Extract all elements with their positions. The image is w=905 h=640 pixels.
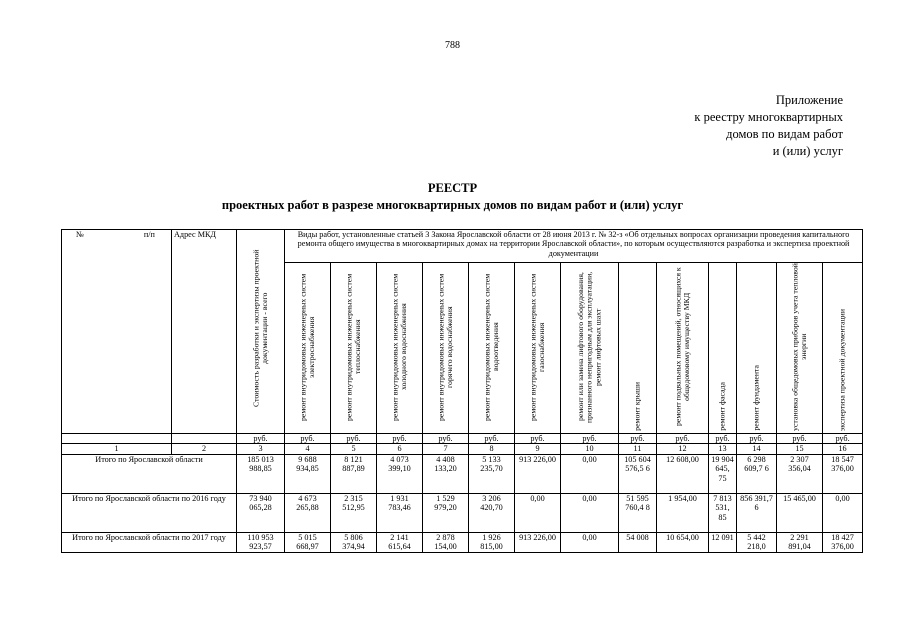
col-number: 5 <box>331 444 377 454</box>
header-work-type: ремонт внутридомовых инженерных систем водоотведения <box>469 263 515 434</box>
table-cell: 913 226,00 <box>515 454 561 493</box>
header-work-type: ремонт фундамента <box>737 263 777 434</box>
col-number: 9 <box>515 444 561 454</box>
unit-cell: руб. <box>709 434 737 444</box>
unit-cell: руб. <box>823 434 863 444</box>
table-cell: 1 529 979,20 <box>423 493 469 532</box>
header-work-type: ремонт внутридомовых инженерных систем газоснабжения <box>515 263 561 434</box>
table-cell: 2 291 891,04 <box>777 532 823 552</box>
table-cell: 5 442 218,0 <box>737 532 777 552</box>
table-cell: 51 595 760,4 8 <box>619 493 657 532</box>
col-number: 7 <box>423 444 469 454</box>
table-cell: 54 008 <box>619 532 657 552</box>
col-number: 12 <box>657 444 709 454</box>
table-row <box>62 493 863 532</box>
col-number: 4 <box>285 444 331 454</box>
table-cell: 6 298 609,7 6 <box>737 454 777 493</box>
header-work-type: ремонт внутридомовых инженерных систем теплоснабжения <box>331 263 377 434</box>
col-number: 1 <box>62 444 172 454</box>
unit-cell: руб. <box>777 434 823 444</box>
table-cell: 4 073 399,10 <box>377 454 423 493</box>
title-line: РЕЕСТР <box>427 181 478 195</box>
table-cell: 0,00 <box>823 493 863 532</box>
table-cell: 2 878 154,00 <box>423 532 469 552</box>
unit-cell: руб. <box>237 434 285 444</box>
col-number: 14 <box>737 444 777 454</box>
table-cell: 18 427 376,00 <box>823 532 863 552</box>
appendix-line: домов по видам работ <box>726 127 843 141</box>
header-address: Адрес МКД <box>172 230 237 434</box>
row-label: Итого по Ярославской области <box>62 454 237 493</box>
unit-cell: руб. <box>377 434 423 444</box>
unit-cell: руб. <box>657 434 709 444</box>
table-cell: 105 604 576,5 6 <box>619 454 657 493</box>
header-work-type: ремонт или замена лифтового оборудования, признанного непригодным для эксплуатации, ремонт лифтовых шахт <box>561 263 619 434</box>
header-work-type: ремонт внутридомовых инженерных систем холодного водоснабжения <box>377 263 423 434</box>
col-number: 11 <box>619 444 657 454</box>
unit-cell: руб. <box>737 434 777 444</box>
table-cell: 2 315 512,95 <box>331 493 377 532</box>
table-cell: 12 091 <box>709 532 737 552</box>
col-number: 15 <box>777 444 823 454</box>
table-row <box>62 454 863 493</box>
table-cell: 913 226,00 <box>515 532 561 552</box>
header-work-type: ремонт внутридомовых инженерных систем горячего водоснабжения <box>423 263 469 434</box>
header-work-type: ремонт внутридомовых инженерных систем электроснабжения <box>285 263 331 434</box>
header-no: № п/п <box>62 230 172 434</box>
table-cell: 185 013 988,85 <box>237 454 285 493</box>
col-number: 2 <box>172 444 237 454</box>
table-cell: 856 391,7 6 <box>737 493 777 532</box>
appendix-note <box>694 92 843 160</box>
col-number: 6 <box>377 444 423 454</box>
appendix-line: Приложение <box>775 93 843 107</box>
table-cell: 0,00 <box>561 454 619 493</box>
table-cell: 110 953 923,57 <box>237 532 285 552</box>
header-total-cost-text: Стоимость разработки и экспертизы проектной документации - всего <box>250 249 269 407</box>
table-cell: 1 926 815,00 <box>469 532 515 552</box>
unit-cell: руб. <box>619 434 657 444</box>
header-work-type: ремонт подвальных помещений, относящихся к общедомовому имуществу МКД <box>657 263 709 434</box>
col-number: 16 <box>823 444 863 454</box>
page-number: 788 <box>445 40 460 51</box>
document-title <box>0 180 905 214</box>
table-cell: 3 206 420,70 <box>469 493 515 532</box>
unit-cell: руб. <box>561 434 619 444</box>
row-label: Итого по Ярославской области по 2016 году <box>62 493 237 532</box>
table-cell: 0,00 <box>515 493 561 532</box>
table-cell: 4 673 265,88 <box>285 493 331 532</box>
table-cell: 0,00 <box>561 493 619 532</box>
registry-table <box>61 229 863 553</box>
table-cell: 1 931 783,46 <box>377 493 423 532</box>
table-cell: 12 608,00 <box>657 454 709 493</box>
table-cell: 1 954,00 <box>657 493 709 532</box>
table-cell: 7 813 531, 85 <box>709 493 737 532</box>
table-cell: 10 654,00 <box>657 532 709 552</box>
header-work-type: установка общедомовых приборов учета тепловой энергии <box>777 263 823 434</box>
unit-cell: руб. <box>423 434 469 444</box>
header-work-type: ремонт крыши <box>619 263 657 434</box>
unit-cell: руб. <box>331 434 377 444</box>
row-label: Итого по Ярославской области по 2017 году <box>62 532 237 552</box>
table-cell: 5 133 235,70 <box>469 454 515 493</box>
col-number: 3 <box>237 444 285 454</box>
appendix-line: к реестру многоквартирных <box>694 110 843 124</box>
col-number: 13 <box>709 444 737 454</box>
header-work-type: ремонт фасада <box>709 263 737 434</box>
col-number: 10 <box>561 444 619 454</box>
table-cell: 9 688 934,85 <box>285 454 331 493</box>
unit-cell: руб. <box>515 434 561 444</box>
table-cell: 18 547 376,00 <box>823 454 863 493</box>
header-total-cost <box>237 230 285 434</box>
unit-cell: руб. <box>285 434 331 444</box>
table-cell: 8 121 887,89 <box>331 454 377 493</box>
table-cell: 0,00 <box>561 532 619 552</box>
column-number-row <box>62 444 863 454</box>
table-cell: 19 904 645, 75 <box>709 454 737 493</box>
table-cell: 15 465,00 <box>777 493 823 532</box>
unit-cell: руб. <box>469 434 515 444</box>
table-cell: 73 940 065,28 <box>237 493 285 532</box>
unit-row <box>62 434 863 444</box>
table-cell: 2 141 615,64 <box>377 532 423 552</box>
subtitle-line: проектных работ в разрезе многоквартирных домов по видам работ и (или) услуг <box>221 198 684 212</box>
table-cell: 4 408 133,20 <box>423 454 469 493</box>
header-row <box>62 230 863 263</box>
header-work-type: экспертиза проектной документации <box>823 263 863 434</box>
table-cell: 2 307 356,04 <box>777 454 823 493</box>
table-row <box>62 532 863 552</box>
table-cell: 5 015 668,97 <box>285 532 331 552</box>
header-works-group: Виды работ, установленные статьей 3 Закона Ярославской области от 28 июня 2013 г. № 32-з «Об отдельных вопросах организации проведения капитального ремонта общего имущества в многоквартирных домах на территории Ярославской области», по которым осуществляются разработка и экспертиза проектной документации <box>285 230 863 263</box>
appendix-line: и (или) услуг <box>772 144 843 158</box>
table-cell: 5 806 374,94 <box>331 532 377 552</box>
col-number: 8 <box>469 444 515 454</box>
